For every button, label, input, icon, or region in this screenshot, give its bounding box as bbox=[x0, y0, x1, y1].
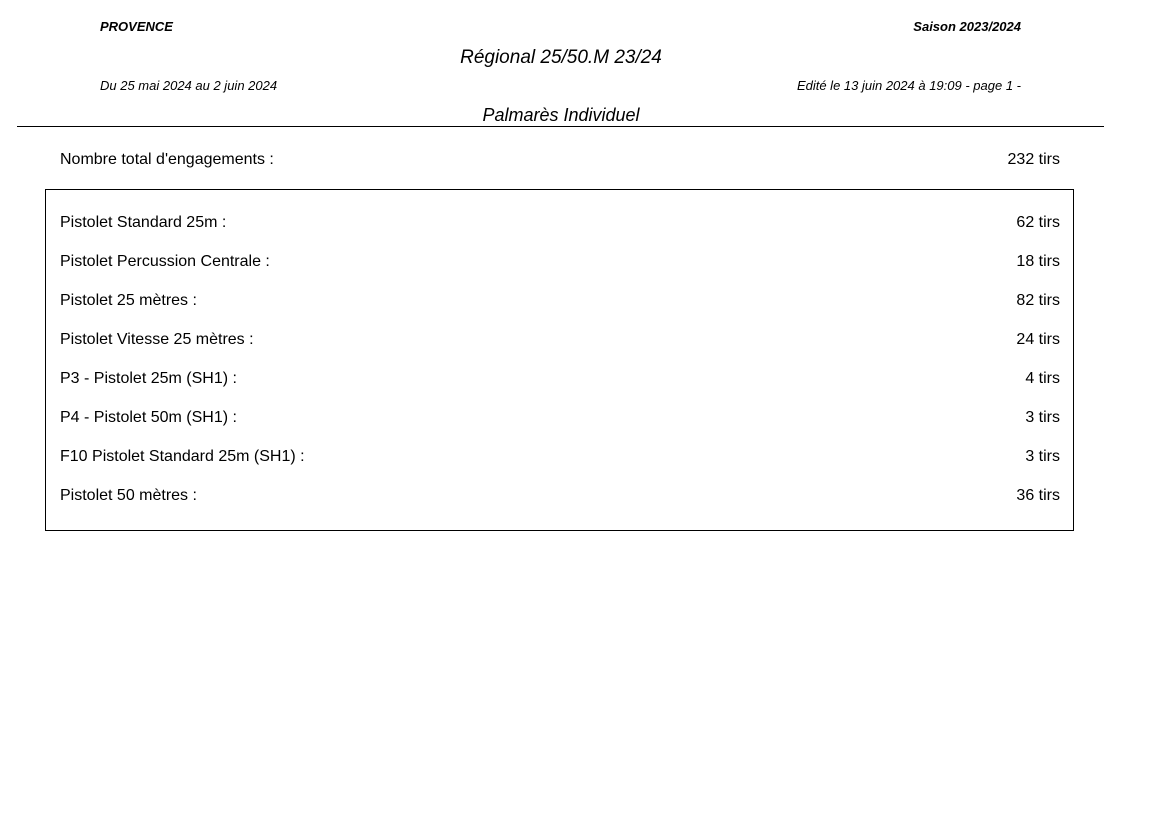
discipline-label: Pistolet 25 mètres : bbox=[60, 292, 197, 309]
discipline-label: P3 - Pistolet 25m (SH1) : bbox=[60, 370, 237, 387]
page-subtitle: Palmarès Individuel bbox=[482, 105, 640, 125]
total-engagements-label: Nombre total d'engagements : bbox=[60, 151, 274, 168]
date-range: Du 25 mai 2024 au 2 juin 2024 bbox=[100, 78, 278, 93]
region-label: PROVENCE bbox=[100, 19, 173, 34]
discipline-row bbox=[60, 409, 1060, 427]
discipline-label: Pistolet 50 mètres : bbox=[60, 487, 197, 504]
discipline-count: 36 tirs bbox=[1016, 487, 1060, 504]
discipline-label: F10 Pistolet Standard 25m (SH1) : bbox=[60, 448, 305, 465]
total-engagements-row bbox=[60, 151, 1060, 169]
discipline-count: 82 tirs bbox=[1016, 292, 1060, 309]
discipline-row bbox=[60, 487, 1060, 505]
discipline-list bbox=[45, 189, 1074, 531]
discipline-count: 62 tirs bbox=[1016, 214, 1060, 231]
discipline-label: Pistolet Vitesse 25 mètres : bbox=[60, 331, 254, 348]
discipline-row bbox=[60, 370, 1060, 388]
header-divider bbox=[17, 126, 1104, 127]
season-label: Saison 2023/2024 bbox=[913, 19, 1021, 34]
discipline-row bbox=[60, 448, 1060, 466]
discipline-row bbox=[60, 214, 1060, 232]
page-title: Régional 25/50.M 23/24 bbox=[460, 47, 662, 68]
discipline-label: Pistolet Percussion Centrale : bbox=[60, 253, 270, 270]
discipline-count: 3 tirs bbox=[1025, 409, 1060, 426]
discipline-count: 4 tirs bbox=[1025, 370, 1060, 387]
discipline-label: P4 - Pistolet 50m (SH1) : bbox=[60, 409, 237, 426]
discipline-row bbox=[60, 253, 1060, 271]
discipline-row bbox=[60, 331, 1060, 349]
discipline-count: 24 tirs bbox=[1016, 331, 1060, 348]
edition-info: Edité le 13 juin 2024 à 19:09 - page 1 - bbox=[796, 78, 1021, 93]
discipline-count: 3 tirs bbox=[1025, 448, 1060, 465]
discipline-count: 18 tirs bbox=[1016, 253, 1060, 270]
total-engagements-value: 232 tirs bbox=[1007, 151, 1060, 168]
discipline-row bbox=[60, 292, 1060, 310]
discipline-label: Pistolet Standard 25m : bbox=[60, 214, 227, 231]
